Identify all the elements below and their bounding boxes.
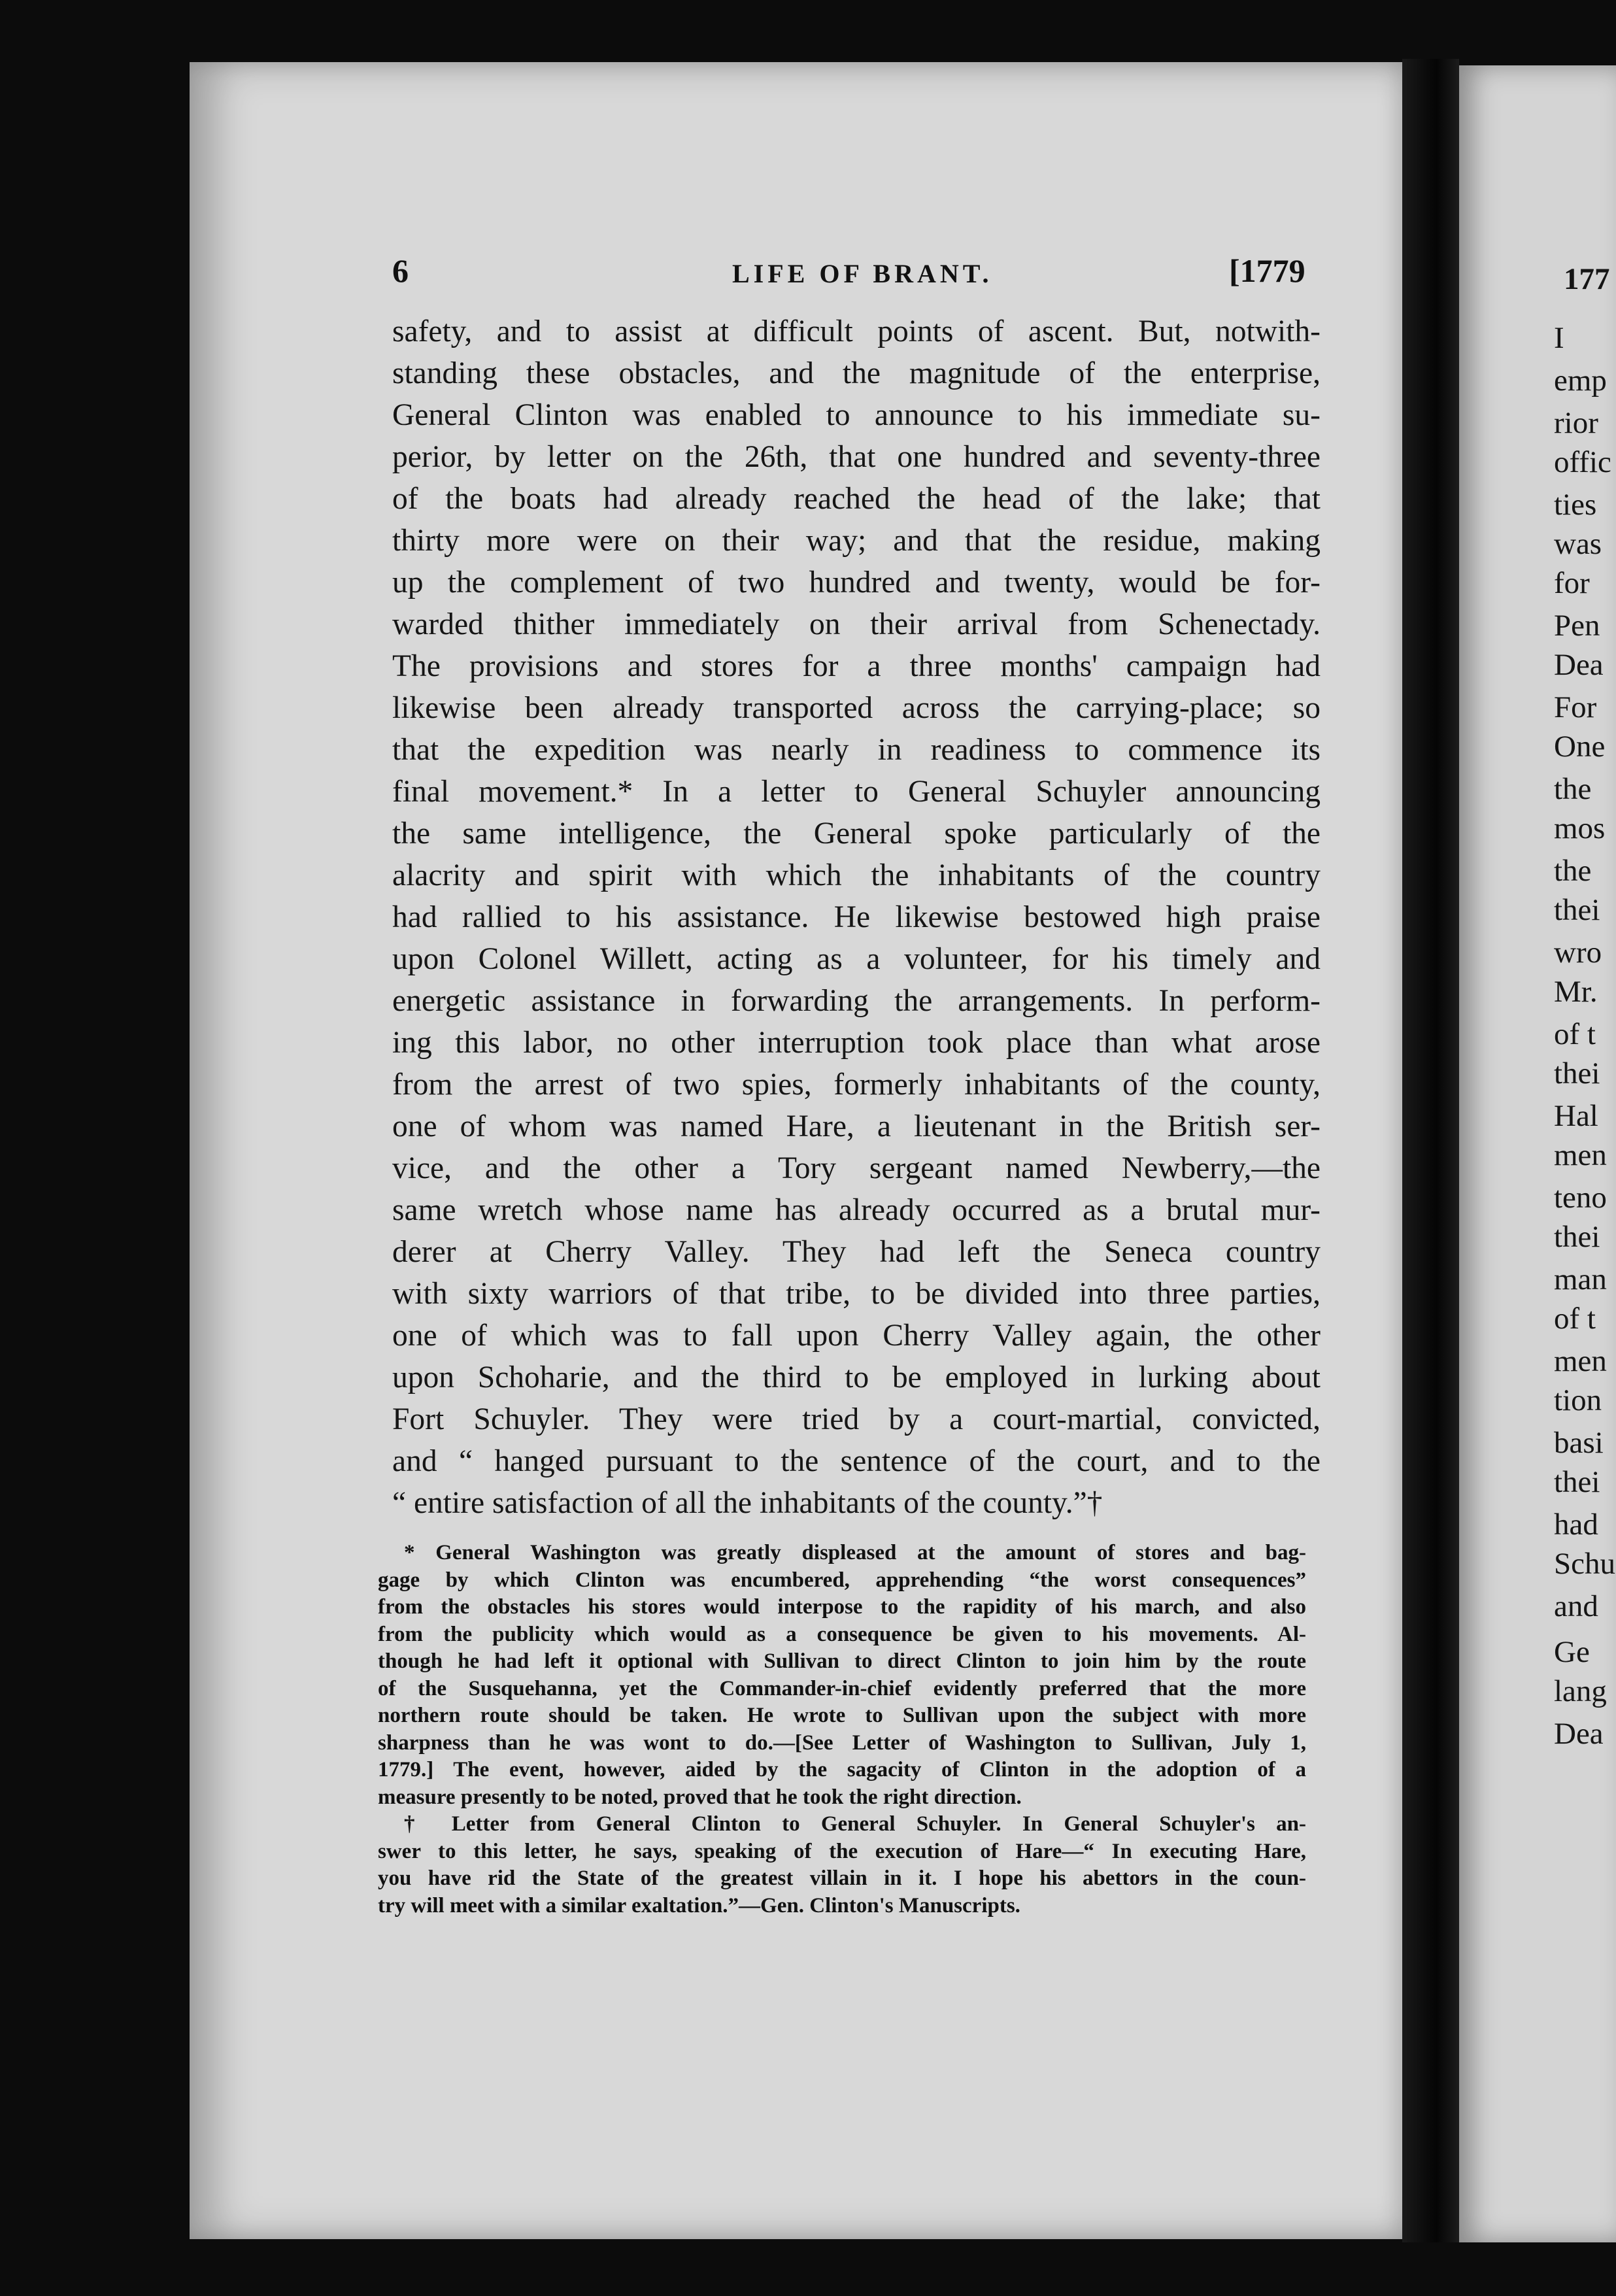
right-page-fragment-line: Hal — [1554, 1099, 1598, 1133]
right-page-fragment-line: emp — [1554, 363, 1607, 397]
right-page-fragment-line: thei — [1554, 893, 1600, 927]
body-line: final movement.* In a letter to General Schuyler announcing — [392, 775, 1321, 809]
footnote-line: measure presently to be noted, proved that he took the right direction. — [378, 1785, 1022, 1809]
body-line: that the expedition was nearly in readiness to commence its — [392, 733, 1321, 767]
right-page-fragment-line: I — [1554, 321, 1564, 355]
body-line: ing this labor, no other interruption took place than what arose — [392, 1026, 1321, 1060]
right-page-fragment-line: the — [1554, 854, 1592, 888]
body-line: thirty more were on their way; and that the residue, making — [392, 524, 1321, 558]
footnote-line: sharpness than he was wont to do.—[See Letter of Washington to Sullivan, July 1, — [378, 1730, 1306, 1755]
footnote-line: of the Susquehanna, yet the Commander-in-chief evidently preferred that the more — [378, 1676, 1306, 1700]
right-page-fragment-line: had — [1554, 1508, 1598, 1542]
right-page-fragment-line: men — [1554, 1344, 1607, 1378]
right-page-fragment-line: tion — [1554, 1383, 1602, 1417]
book-gutter — [1402, 59, 1459, 2242]
footnote-line: swer to this letter, he says, speaking of the execution of Hare—“ In executing Hare, — [378, 1839, 1306, 1863]
footnote-line: northern route should be taken. He wrote to Sullivan upon the subject with more — [378, 1704, 1306, 1727]
right-page-fragment-line: thei — [1554, 1056, 1600, 1090]
body-line: Fort Schuyler. They were tried by a court-martial, convicted, — [392, 1402, 1321, 1436]
footnote-line: * General Washington was greatly displeased at the amount of stores and bag- — [404, 1541, 1306, 1564]
right-page-fragment-line: ties — [1554, 488, 1597, 522]
footnote-line: though he had left it optional with Sullivan to direct Clinton to join him by the route — [378, 1649, 1306, 1673]
body-line: upon Colonel Willett, acting as a volunteer, for his timely and — [392, 942, 1321, 976]
body-line: “ entire satisfaction of all the inhabitants of the county.”† — [392, 1486, 1103, 1520]
right-page-fragment-line: men — [1554, 1138, 1607, 1172]
body-line: upon Schoharie, and the third to be employed in lurking about — [392, 1360, 1321, 1394]
body-line: perior, by letter on the 26th, that one hundred and seventy-three — [392, 440, 1321, 474]
right-page-fragment-line: 177 — [1564, 262, 1610, 296]
body-text — [392, 311, 1321, 1524]
body-line: energetic assistance in forwarding the arrangements. In perform- — [392, 984, 1321, 1018]
footnotes — [378, 1540, 1306, 1919]
body-line: vice, and the other a Tory sergeant named Newberry,—the — [392, 1151, 1321, 1185]
body-line: had rallied to his assistance. He likewise bestowed high praise — [392, 900, 1321, 934]
body-line: of the boats had already reached the head of the lake; that — [392, 482, 1321, 516]
body-line: safety, and to assist at difficult points of ascent. But, notwith- — [392, 314, 1321, 348]
footnote-line: 1779.] The event, however, aided by the sagacity of Clinton in the adoption of a — [378, 1758, 1306, 1781]
right-page-fragment-line: rior — [1554, 406, 1598, 440]
right-page-text — [1459, 65, 1616, 2242]
footnote-line: † Letter from General Clinton to General Schuyler. In General Schuyler's an- — [404, 1812, 1306, 1836]
right-page-fragment-line: Ge — [1554, 1635, 1590, 1669]
right-page-fragment-line: Pen — [1554, 609, 1600, 643]
page-number: 6 — [392, 252, 409, 289]
right-page-fragment-line: and — [1554, 1589, 1598, 1623]
body-line: alacrity and spirit with which the inhabitants of the country — [392, 858, 1321, 892]
right-page-fragment-line: offic — [1554, 445, 1611, 479]
body-line: warded thither immediately on their arrival from Schenectady. — [392, 607, 1321, 641]
right-page-fragment-line: of t — [1554, 1017, 1596, 1051]
footnote-line: from the publicity which would as a consequence be given to his movements. Al- — [378, 1622, 1306, 1646]
body-line: and “ hanged pursuant to the sentence of the court, and to the — [392, 1444, 1321, 1478]
year-marker: [1779 — [1229, 252, 1305, 289]
body-line: likewise been already transported across the carrying-place; so — [392, 691, 1321, 725]
right-page-fragment-line: thei — [1554, 1220, 1600, 1254]
body-line: the same intelligence, the General spoke particularly of the — [392, 817, 1321, 851]
right-page-fragment-line: mos — [1554, 811, 1606, 845]
footnote-line: try will meet with a similar exaltation.”—Gen. Clinton's Manuscripts. — [378, 1893, 1020, 1917]
right-page-fragment-line: lang — [1554, 1674, 1607, 1708]
right-page-fragment-line: Mr. — [1554, 975, 1598, 1009]
right-page-fragment-line: wro — [1554, 936, 1602, 970]
right-page-fragment-line: was — [1554, 527, 1602, 561]
right-page-fragment-line: For — [1554, 690, 1597, 724]
right-page-fragment-line: the — [1554, 772, 1592, 806]
right-page-fragment-line: teno — [1554, 1181, 1607, 1215]
body-line: from the arrest of two spies, formerly inhabitants of the county, — [392, 1068, 1321, 1102]
footnote-line: from the obstacles his stores would interpose to the rapidity of his march, and also — [378, 1595, 1306, 1619]
right-page-fragment-line: One — [1554, 730, 1606, 764]
body-line: derer at Cherry Valley. They had left the Seneca country — [392, 1235, 1321, 1269]
right-page-fragment — [1459, 65, 1616, 2242]
body-line: one of whom was named Hare, a lieutenant in the British ser- — [392, 1109, 1321, 1143]
body-line: up the complement of two hundred and twenty, would be for- — [392, 566, 1321, 599]
right-page-fragment-line: thei — [1554, 1465, 1600, 1499]
running-title: LIFE OF BRANT. — [732, 259, 993, 288]
right-page-fragment-line: Dea — [1554, 1717, 1604, 1751]
body-line: with sixty warriors of that tribe, to be divided into three parties, — [392, 1277, 1321, 1311]
right-page-fragment-line: basi — [1554, 1426, 1604, 1460]
body-line: one of which was to fall upon Cherry Valley again, the other — [392, 1319, 1321, 1353]
body-line: General Clinton was enabled to announce to his immediate su- — [392, 398, 1321, 432]
right-page-fragment-line: Schu — [1554, 1547, 1615, 1581]
footnote-line: gage by which Clinton was encumbered, apprehending “the worst consequences” — [378, 1568, 1306, 1592]
right-page-fragment-line: of t — [1554, 1302, 1596, 1336]
right-page-fragment-line: man — [1554, 1262, 1607, 1296]
right-page-fragment-line: Dea — [1554, 648, 1604, 682]
footnote-line: you have rid the State of the greatest villain in it. I hope his abettors in the coun- — [378, 1866, 1306, 1890]
body-line: The provisions and stores for a three months' campaign had — [392, 649, 1321, 683]
right-page-fragment-line: for — [1554, 566, 1590, 600]
body-line: same wretch whose name has already occurred as a brutal mur- — [392, 1193, 1321, 1227]
body-line: standing these obstacles, and the magnitude of the enterprise, — [392, 356, 1321, 390]
